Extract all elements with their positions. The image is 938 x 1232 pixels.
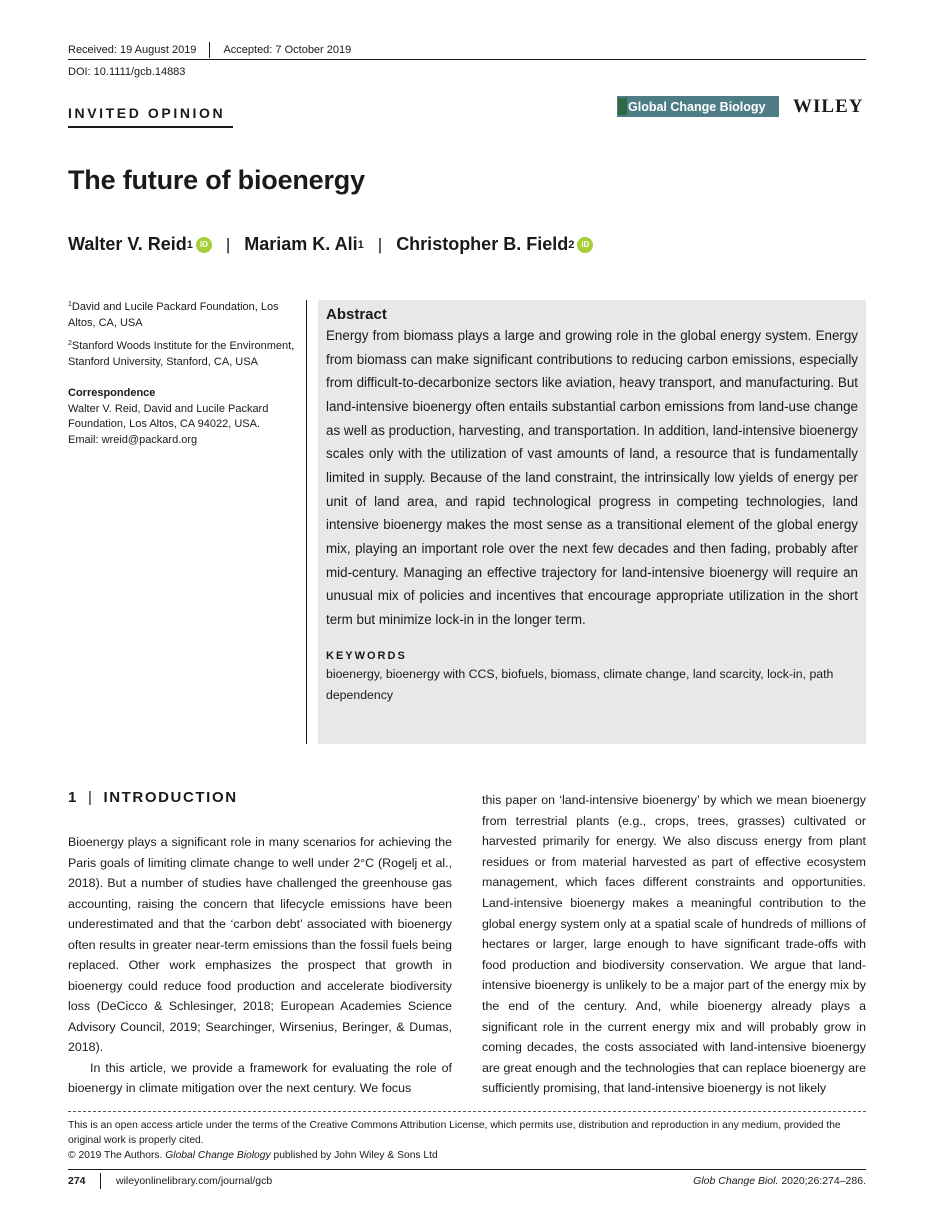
date-divider [209,42,210,58]
author-separator: | [377,234,383,254]
keywords-heading: KEYWORDS [326,649,407,662]
doi[interactable]: DOI: 10.1111/gcb.14883 [68,66,186,78]
correspondence-heading: Correspondence [68,387,156,399]
copyright-publisher: published by John Wiley & Sons Ltd [270,1150,438,1162]
affiliation-mark: 2 [68,340,72,347]
footer-divider [100,1173,101,1189]
author-name[interactable]: Christopher B. Field [396,234,569,254]
body-column-right [482,790,866,1099]
affiliation-mark: 1 [68,301,72,308]
affiliations [68,297,298,453]
footer-rule [68,1169,866,1170]
affiliation-2 [68,336,298,370]
article-type-underline [68,126,233,128]
author-separator: | [225,234,231,254]
orcid-icon[interactable]: iD [196,237,212,253]
abstract-box [318,300,866,744]
citation [693,1175,866,1187]
article-type: INVITED OPINION [68,105,226,121]
copyright-line [68,1148,866,1163]
footnote-divider [68,1111,866,1112]
body-paragraph: Bioenergy plays a significant role in many scenarios for achieving the Paris goals of limiting climate change to well under 2°C (Rogelj et al., 2018). But a number of studies have challenged the greenhouse gas accounting, raising the concern that lifecycle emissions have been underestimated and that the ‘carbon debt’ associated with bioenergy often results in greater near-term emissions than the fossil fuels being replaced. Other work emphasizes the prospect that growth in bioenergy could reduce food production and accelerate biodiversity loss (DeCicco & Schlesinger, 2018; European Academies Science Advisory Council, 2019; Searchinger, Wirsenius, Beringer, & Dumas, 2018). [68,835,452,1054]
license-text: This is an open access article under the terms of the Creative Commons Attribution License, which permits use, distribution and reproduction in any medium, provided the original work is properly cited. [68,1120,841,1147]
publisher-logo[interactable]: WILEY [793,96,864,117]
citation-volume: 2020;26:274–286. [778,1175,866,1187]
article-dates [68,42,351,58]
body-paragraph: this paper on ‘land-intensive bioenergy’ by which we mean bioenergy from terrestrial plants (e.g., crops, trees, grasses) cultivated or harvested primarily for energy. We also discuss energy from plant residues or from material harvested as part of effective ecosystem management, which faces different constraints and opportunities. Land-intensive bioenergy makes a meaningful contribution to the global energy system only at a spatial scale of hundreds of millions of hectares or larger, large enough to have significant trade-offs with food production and biodiversity conservation. We argue that land-intensive bioenergy is unlikely to be a major part of the energy mix by the end of the century. And, while bioenergy already plays a significant role in the current energy mix and will probably grow in coming decades, the costs associated with land-intensive bioenergy are great enough and the technologies that can replace bioenergy are sufficiently promising, that land-intensive bioenergy is not likely [482,793,866,1096]
affiliation-text: David and Lucile Packard Foundation, Los Altos, CA, USA [68,301,279,329]
section-title: INTRODUCTION [103,789,238,806]
author-affiliation-mark: 2 [568,238,575,251]
author-affiliation-mark: 1 [357,238,364,251]
body-paragraph: In this article, we provide a framework for evaluating the role of bioenergy in climate mitigation over the next century. We focus [68,1060,452,1095]
keywords-list: bioenergy, bioenergy with CCS, biofuels, biomass, climate change, land scarcity, lock-in, path dependency [326,666,834,702]
correspondence-email[interactable]: Email: wreid@packard.org [68,433,198,446]
section-number: 1 [68,789,78,806]
accepted-date: Accepted: 7 October 2019 [223,44,352,56]
abstract-heading: Abstract [326,306,387,323]
article-title: The future of bioenergy [68,165,365,195]
received-date: Received: 19 August 2019 [68,44,197,56]
author-name[interactable]: Walter V. Reid [68,234,187,254]
affiliation-text: Stanford Woods Institute for the Environment, Stanford University, Stanford, CA, USA [68,340,295,368]
citation-journal: Glob Change Biol. [693,1175,779,1187]
section-heading [68,789,238,806]
body-column-left [68,832,452,1099]
copyright-text: © 2019 The Authors. [68,1150,166,1162]
affiliation-divider [306,300,307,744]
copyright-journal: Global Change Biology [165,1150,271,1162]
header-rule [68,59,866,60]
license-note [68,1118,866,1164]
affiliation-1 [68,297,298,331]
journal-url[interactable]: wileyonlinelibrary.com/journal/gcb [116,1175,273,1187]
abstract-text: Energy from biomass plays a large and growing role in the global energy system. Energy from biomass can make significant contributions to reducing carbon emissions, especially from difficult-to-decarbonize sectors like aviation, heavy transport, and manufacturing. But land-intensive bioenergy often entails substantial carbon emissions from land-use change as well as production, harvesting, and transportation. In addition, land-intensive bioenergy scales only with the utilization of vast amounts of land, a resource that is fundamentally limited in supply. Because of the land constraint, the intrinsically low yields of energy per unit of land area, and rapid technological progress in competing technologies, land intensive bioenergy makes the most sense as a transitional element of the global energy mix, playing an important role over the next few decades and then fading, probably after mid-century. Managing an effective trajectory for land-intensive bioenergy will require an unusual mix of policies and incentives that encourage appropriate utilization in the short term but minimize lock-in in the longer term. [326,328,858,627]
journal-logo[interactable]: Global Change Biology [617,96,779,117]
section-separator: | [87,789,94,806]
author-name[interactable]: Mariam K. Ali [244,234,358,254]
orcid-icon[interactable]: iD [577,237,593,253]
correspondence-address: Walter V. Reid, David and Lucile Packard Foundation, Los Altos, CA 94022, USA. [68,402,269,430]
page-number: 274 [68,1175,86,1187]
author-affiliation-mark: 1 [186,238,193,251]
author-list [68,234,593,255]
